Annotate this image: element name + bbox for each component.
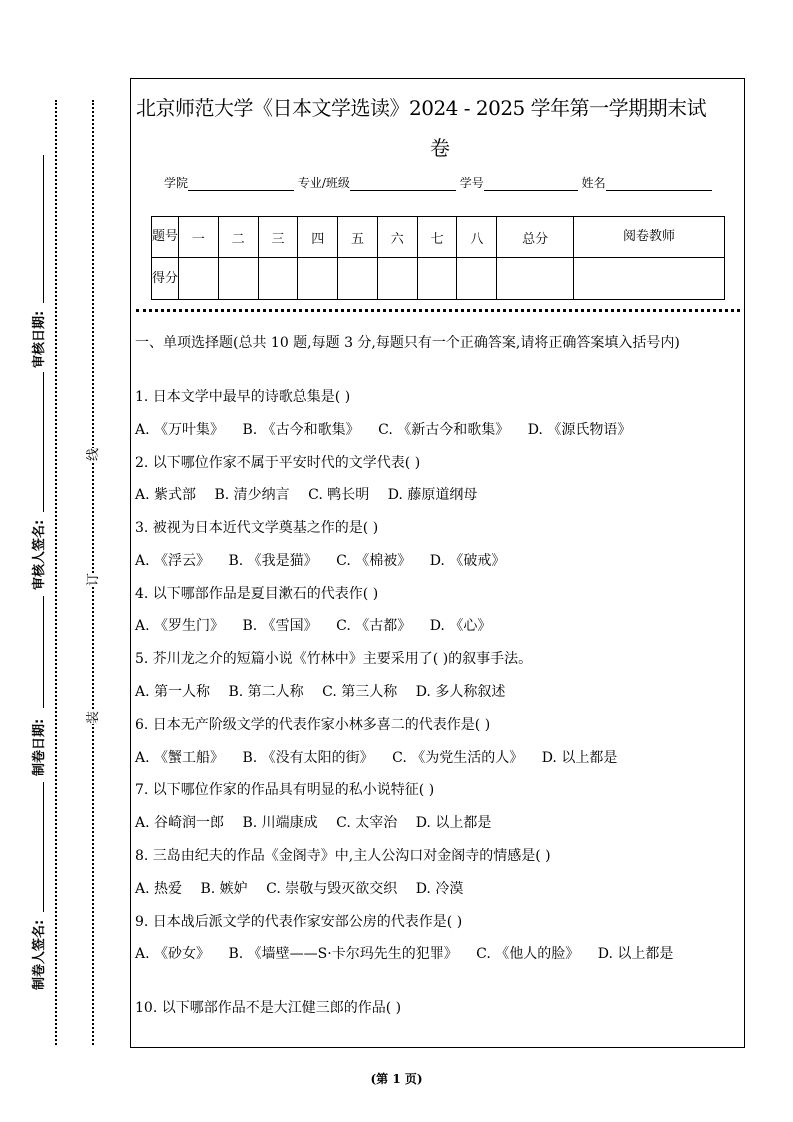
option: C. 太宰治 <box>336 815 398 831</box>
option: A. 谷崎润一郎 <box>135 815 225 831</box>
score-col-total: 总分 <box>497 217 574 258</box>
major-label: 专业/班级 <box>297 176 350 190</box>
option: C. 《新古今和歌集》 <box>378 422 510 438</box>
option: B. 清少纳言 <box>214 487 290 503</box>
name-field[interactable] <box>606 178 712 191</box>
options-9 <box>135 943 740 965</box>
options-8 <box>135 878 740 900</box>
option: D. 《源氏物语》 <box>527 422 632 438</box>
options-7 <box>135 812 740 834</box>
reviewer-sign-label: 审核人签名: <box>32 519 47 590</box>
option: A. 《蟹工船》 <box>135 750 225 766</box>
exam-title <box>136 88 744 168</box>
option: D. 《心》 <box>429 618 492 634</box>
option: D. 以上都是 <box>415 815 492 831</box>
score-col-3: 三 <box>258 217 298 258</box>
college-field[interactable] <box>188 178 294 191</box>
question-9: 9. 日本战后派文学的代表作家安部公房的代表作是( ) <box>135 914 463 930</box>
review-date-label: 审核日期: <box>32 310 47 368</box>
title-line-1: 北京师范大学《日本文学选读》2024 - 2025 学年第一学期期末试 <box>136 96 707 120</box>
options-4 <box>135 615 740 637</box>
student-id-label: 学号 <box>459 176 484 190</box>
score-cell[interactable] <box>457 258 497 300</box>
score-table <box>151 216 725 300</box>
student-id-field[interactable] <box>484 178 578 191</box>
review-date-line <box>43 155 44 303</box>
bind-char-line: 线 <box>82 448 101 461</box>
score-col-2: 二 <box>218 217 258 258</box>
score-row-header-number: 题号 <box>152 217 179 258</box>
options-2 <box>135 484 740 506</box>
option: A. 《罗生门》 <box>135 618 225 634</box>
question-6: 6. 日本无产阶级文学的代表作家小林多喜二的代表作是( ) <box>135 717 491 733</box>
question-1: 1. 日本文学中最早的诗歌总集是( ) <box>135 389 351 405</box>
score-row-header-score: 得分 <box>152 258 179 300</box>
question-4: 4. 以下哪部作品是夏目漱石的代表作( ) <box>135 586 379 602</box>
score-cell[interactable] <box>417 258 457 300</box>
score-col-grader: 阅卷教师 <box>574 217 725 258</box>
option: C. 崇敬与毁灭欲交织 <box>266 881 398 897</box>
option: B. 《古今和歌集》 <box>242 422 360 438</box>
option: D. 多人称叙述 <box>415 684 506 700</box>
separator-dotted <box>136 309 740 312</box>
major-field[interactable] <box>350 178 456 191</box>
make-date-line <box>43 596 44 708</box>
option: B. 川端康成 <box>242 815 318 831</box>
option: B. 《我是猫》 <box>228 553 318 569</box>
option: D. 以上都是 <box>597 946 674 962</box>
question-3: 3. 被视为日本近代文学奠基之作的是( ) <box>135 520 379 536</box>
name-label: 姓名 <box>581 176 606 190</box>
option: C. 《古都》 <box>336 618 412 634</box>
score-cell[interactable] <box>574 258 725 300</box>
section-1-heading: 一、单项选择题(总共 10 题,每题 3 分,每题只有一个正确答案,请将正确答案填入括号内) <box>135 335 680 351</box>
score-col-7: 七 <box>417 217 457 258</box>
bind-char-order: 订 <box>82 573 101 586</box>
option: D. 冷漠 <box>415 881 464 897</box>
options-5 <box>135 681 740 703</box>
score-cell[interactable] <box>377 258 417 300</box>
option: C. 《为党生活的人》 <box>392 750 524 766</box>
score-cell[interactable] <box>258 258 298 300</box>
option: B. 《没有太阳的街》 <box>242 750 374 766</box>
option: A. 《浮云》 <box>135 553 211 569</box>
option: C. 《棉被》 <box>336 553 412 569</box>
option: A. 紫式部 <box>135 487 197 503</box>
option: B. 《雪国》 <box>242 618 318 634</box>
option: A. 《万叶集》 <box>135 422 225 438</box>
page-number: (第 1 页) <box>370 1072 423 1086</box>
score-cell[interactable] <box>338 258 378 300</box>
score-col-5: 五 <box>338 217 378 258</box>
options-6 <box>135 747 740 769</box>
options-3 <box>135 550 740 572</box>
option: D. 藤原道纲母 <box>387 487 478 503</box>
question-2: 2. 以下哪位作家不属于平安时代的文学代表( ) <box>135 455 421 471</box>
student-info <box>164 174 712 191</box>
score-col-4: 四 <box>298 217 338 258</box>
score-cell[interactable] <box>179 258 219 300</box>
score-cell[interactable] <box>298 258 338 300</box>
college-label: 学院 <box>164 176 189 190</box>
title-line-2: 卷 <box>430 136 450 160</box>
score-col-1: 一 <box>179 217 219 258</box>
question-8: 8. 三岛由纪夫的作品《金阁寺》中,主人公沟口对金阁寺的情感是( ) <box>135 848 551 864</box>
option: B. 《墙壁——S·卡尔玛先生的犯罪》 <box>228 946 458 962</box>
option: D. 《破戒》 <box>429 553 506 569</box>
option: B. 嫉妒 <box>200 881 248 897</box>
bind-char-fold: 装 <box>82 711 101 724</box>
option: D. 以上都是 <box>541 750 618 766</box>
option: C. 鸭长明 <box>308 487 370 503</box>
option: C. 《他人的脸》 <box>476 946 580 962</box>
maker-sign-line <box>43 782 44 912</box>
option: C. 第三人称 <box>322 684 398 700</box>
option: B. 第二人称 <box>228 684 304 700</box>
options-1 <box>135 419 740 441</box>
make-date-label: 制卷日期: <box>32 718 47 776</box>
option: A. 热爱 <box>135 881 183 897</box>
score-cell[interactable] <box>218 258 258 300</box>
score-col-8: 八 <box>457 217 497 258</box>
option: A. 《砂女》 <box>135 946 211 962</box>
question-10: 10. 以下哪部作品不是大江健三郎的作品( ) <box>135 1000 402 1016</box>
reviewer-sign-line <box>43 372 44 512</box>
score-cell[interactable] <box>497 258 574 300</box>
option: A. 第一人称 <box>135 684 211 700</box>
question-5: 5. 芥川龙之介的短篇小说《竹林中》主要采用了( )的叙事手法。 <box>135 651 533 667</box>
maker-sign-label: 制卷人签名: <box>32 919 47 990</box>
score-col-6: 六 <box>377 217 417 258</box>
binding-dotline-outer <box>55 100 57 1045</box>
question-7: 7. 以下哪位作家的作品具有明显的私小说特征( ) <box>135 782 435 798</box>
